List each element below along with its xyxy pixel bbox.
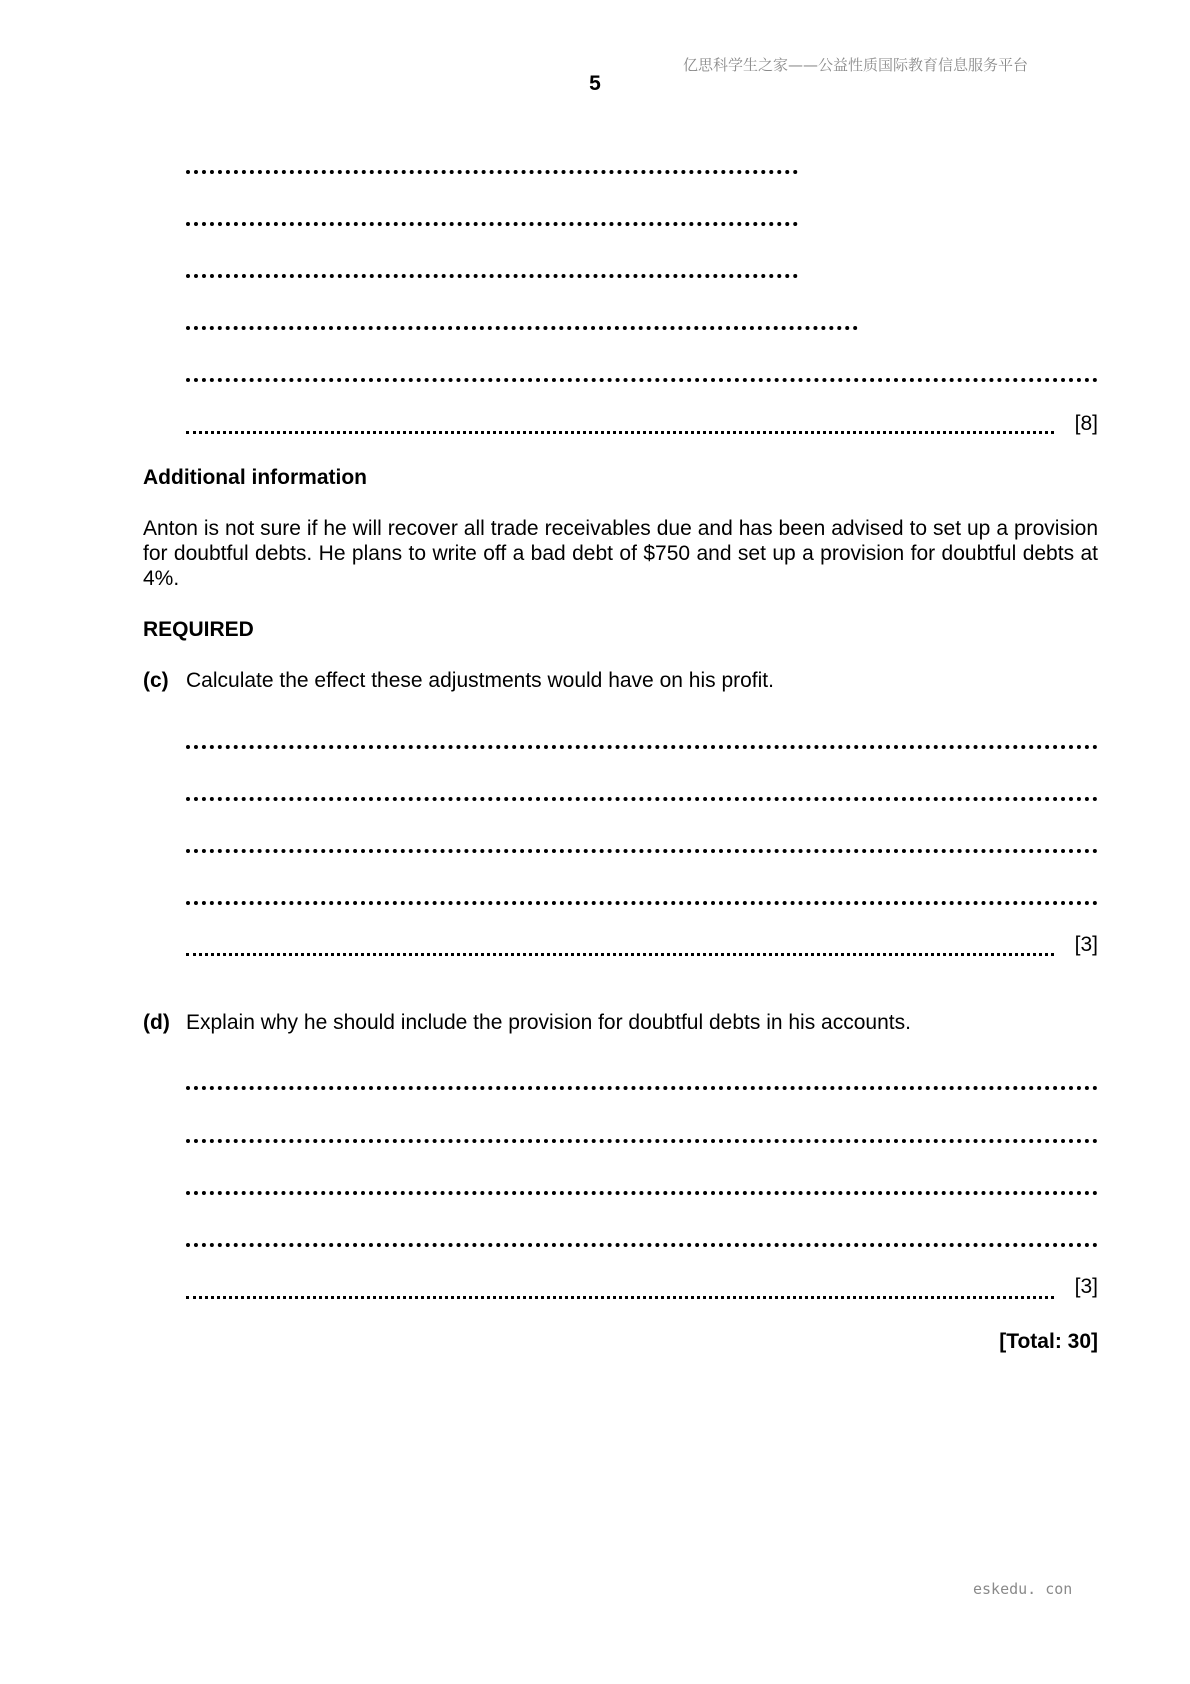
answer-line[interactable] [186,326,858,330]
answer-line[interactable] [186,378,1098,382]
mark-allocation: [3] [1074,1275,1098,1298]
additional-info-text: Anton is not sure if he will recover all trade receivables due and has been advised to set up a provision for doubtful debts. He plans to write off a bad debt of $750 and set up a provision for doubtful debts at 4%. [143,517,1098,590]
footer-watermark: eskedu. con [973,1580,1073,1598]
header-watermark: 亿思科学生之家——公益性质国际教育信息服务平台 [683,56,1029,74]
question-text: Calculate the effect these adjustments would have on his profit. [186,669,774,692]
answer-line[interactable] [186,1191,1098,1195]
question-label: (c) [143,669,169,692]
additional-info-heading: Additional information [143,466,367,489]
question-c [143,669,774,693]
question-label: (d) [143,1011,170,1034]
mark-allocation: [8] [1074,412,1098,435]
answer-line[interactable] [186,274,798,278]
answer-line[interactable] [186,170,798,174]
required-heading: REQUIRED [143,618,254,641]
answer-line[interactable] [186,1086,1098,1090]
page-number: 5 [589,72,601,95]
answer-line[interactable] [186,953,1054,956]
question-d [143,1011,911,1035]
mark-allocation: [3] [1074,933,1098,956]
answer-line[interactable] [186,849,1098,853]
answer-line[interactable] [186,1296,1054,1299]
answer-line[interactable] [186,797,1098,801]
answer-line[interactable] [186,745,1098,749]
answer-line[interactable] [186,901,1098,905]
answer-line[interactable] [186,222,798,226]
answer-line[interactable] [186,431,1054,434]
answer-line[interactable] [186,1139,1098,1143]
total-marks: [Total: 30] [999,1330,1098,1353]
question-text: Explain why he should include the provision for doubtful debts in his accounts. [186,1011,911,1034]
answer-line[interactable] [186,1243,1098,1247]
